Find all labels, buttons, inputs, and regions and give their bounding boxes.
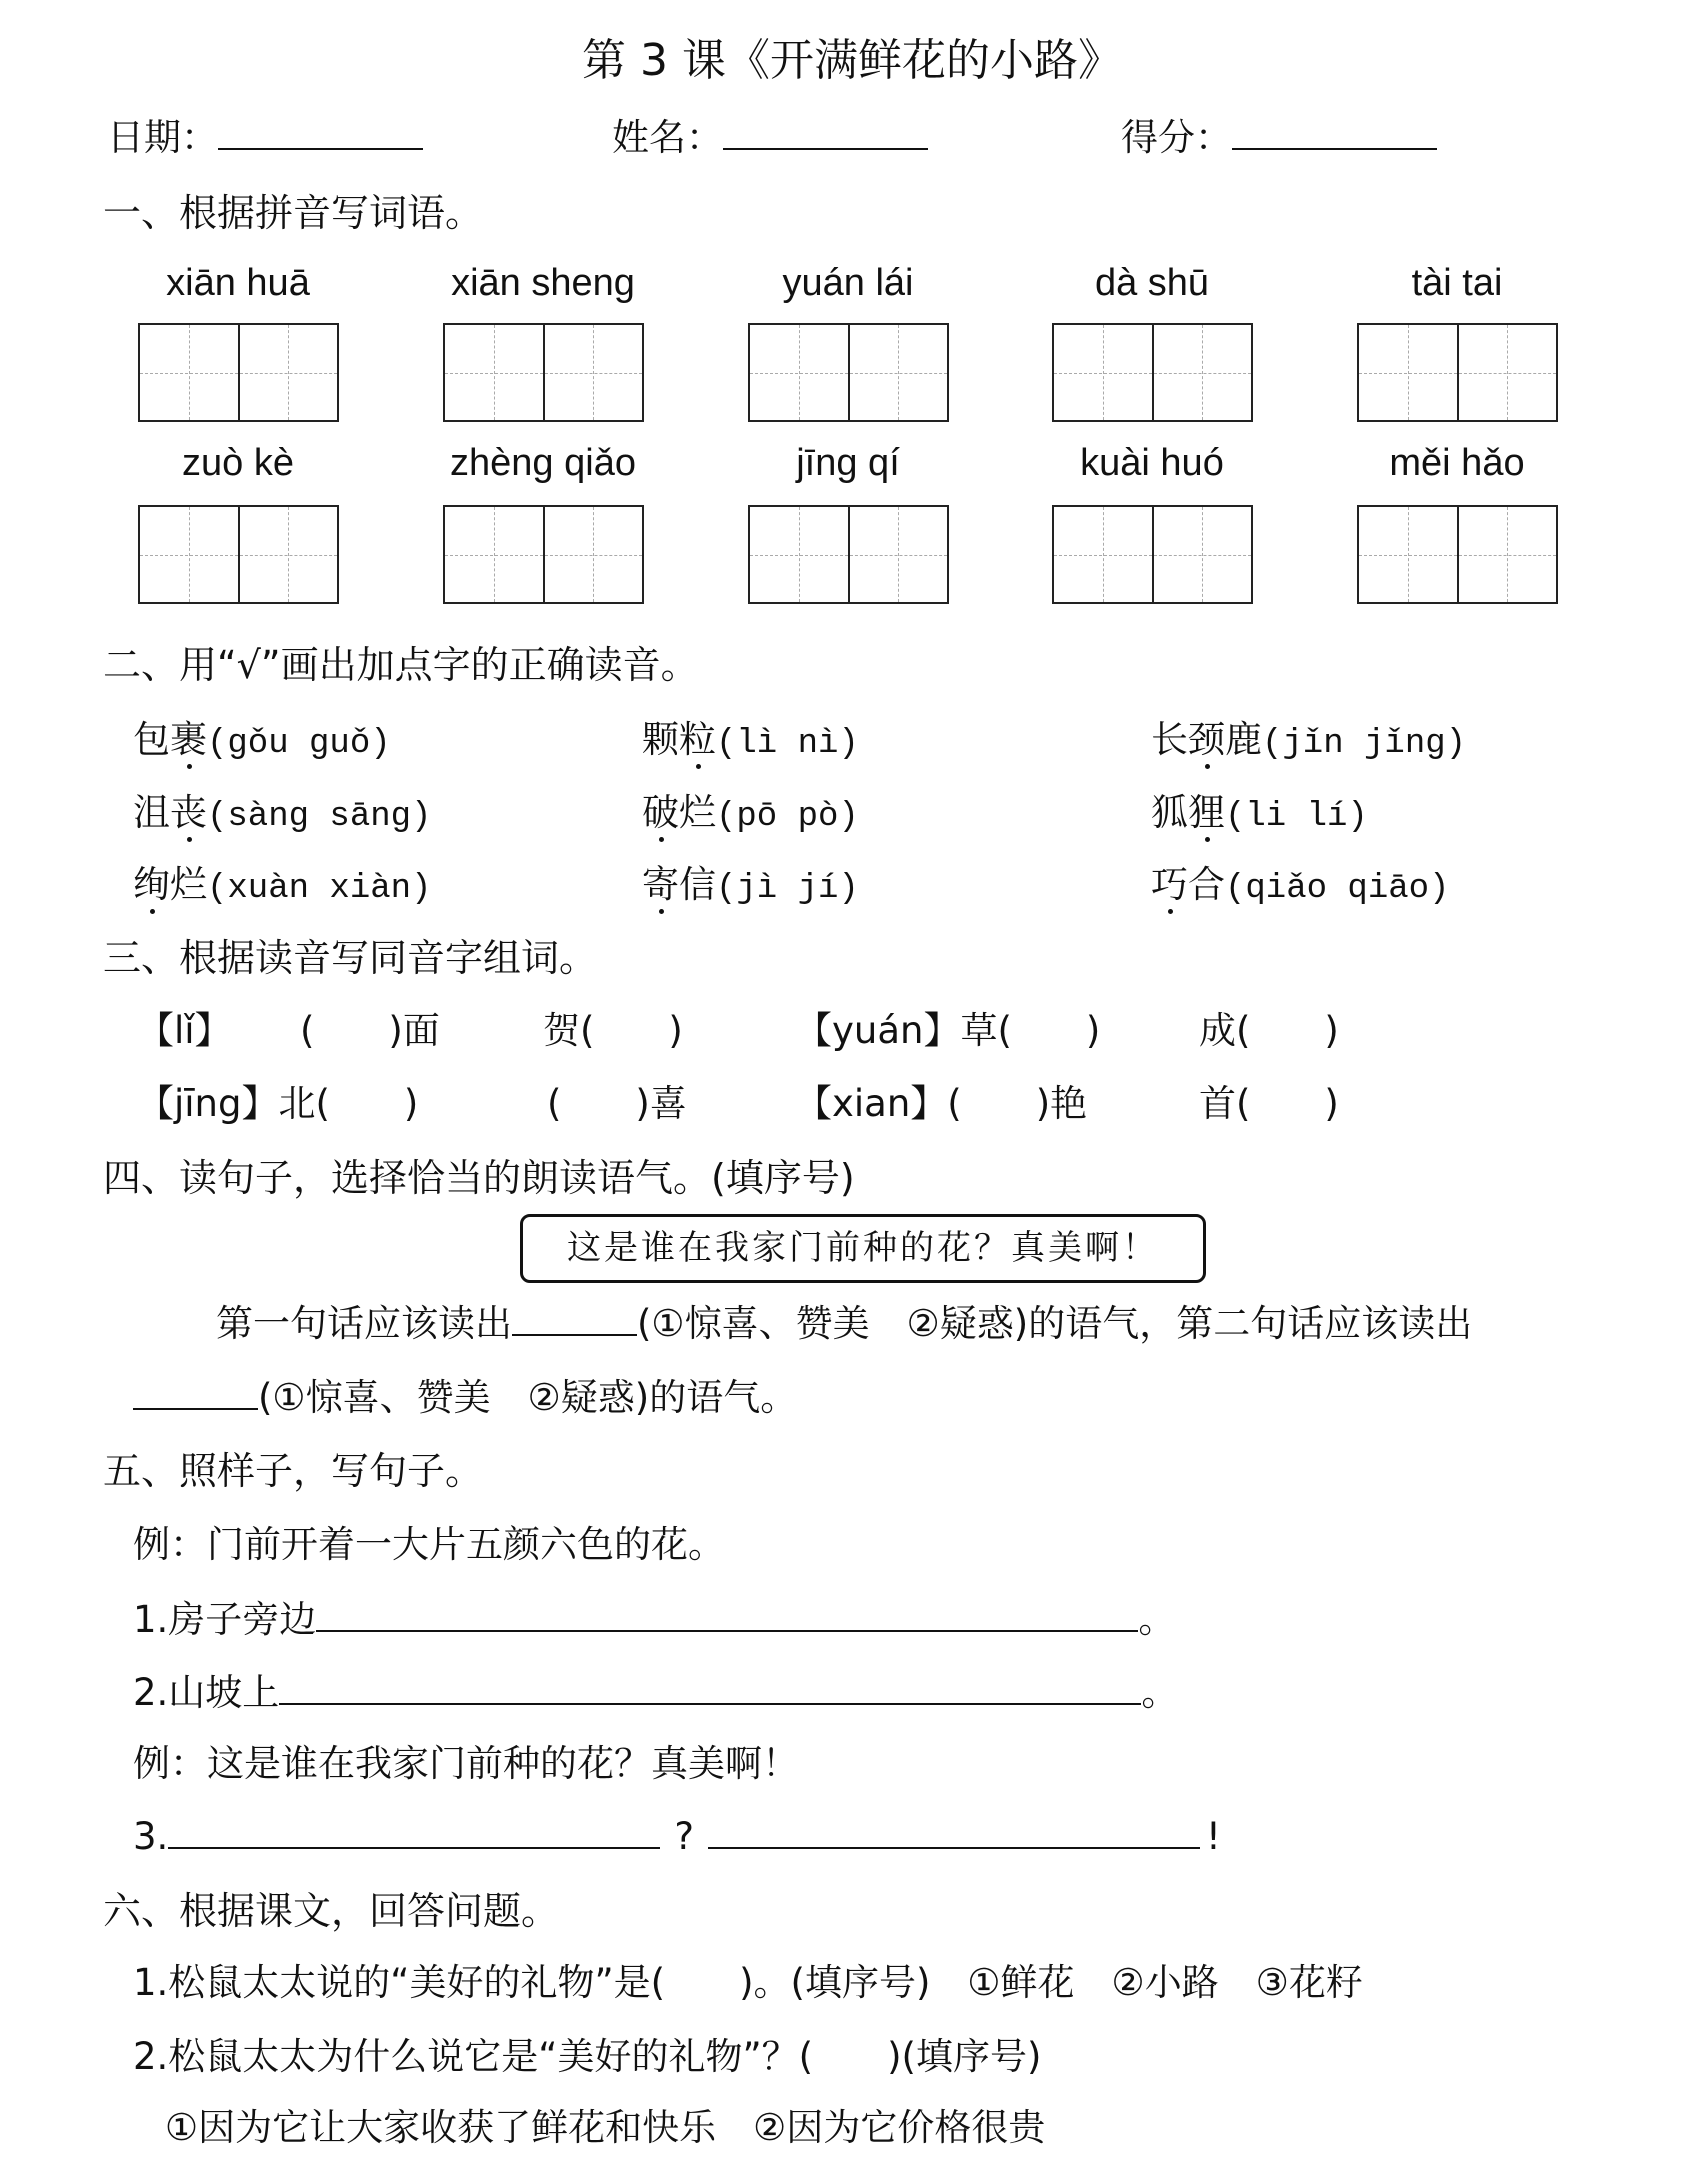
pronunciation-item (1151, 791, 1368, 839)
dotted-char: 狸 (1188, 791, 1225, 834)
date-label: 日期： (107, 116, 218, 159)
date-field[interactable] (107, 116, 423, 160)
writing-grid[interactable] (748, 323, 949, 422)
grid-cell[interactable] (445, 507, 543, 602)
writing-grid[interactable] (1357, 323, 1558, 422)
exclamation-mark: ! (1205, 1815, 1221, 1858)
pronunciation-item (1151, 718, 1466, 766)
pinyin-options[interactable]: (lì nì) (716, 725, 859, 763)
period: 。 (1138, 1598, 1176, 1641)
answer-line-1[interactable] (316, 1600, 1138, 1632)
section2-heading: 二、用“√”画出加点字的正确读音。 (103, 643, 699, 687)
grid-cell[interactable] (1457, 507, 1557, 602)
grid-cell[interactable] (238, 507, 338, 602)
tone-question-text: 第一句话应该读出 (216, 1302, 512, 1345)
homophone-item[interactable]: 贺( ) (543, 1009, 683, 1052)
pinyin-label: zuò kè (182, 442, 294, 484)
dotted-char: 裹 (170, 718, 207, 761)
grid-cell[interactable] (1152, 325, 1252, 420)
writing-grid[interactable] (1357, 505, 1558, 604)
homophone-item[interactable]: 首( ) (1199, 1082, 1339, 1125)
grid-cell[interactable] (543, 507, 643, 602)
grid-cell[interactable] (445, 325, 543, 420)
word-char: 长 (1151, 718, 1188, 761)
homophone-item[interactable]: ( )面 (300, 1009, 440, 1052)
score-label: 得分： (1121, 116, 1232, 159)
pinyin-label: zhèng qiǎo (450, 442, 636, 484)
pinyin-label: xiān sheng (451, 262, 635, 304)
answer-line-3a[interactable] (168, 1817, 660, 1849)
pinyin-options[interactable]: (jì jí) (716, 870, 859, 908)
pinyin-options[interactable]: (sàng sāng) (207, 798, 432, 836)
dotted-char: 破 (642, 791, 679, 834)
sentence-question-1 (133, 1598, 1175, 1642)
pinyin-options[interactable]: (qiǎo qiāo) (1225, 870, 1450, 908)
question-mark: ? (674, 1815, 694, 1858)
word-char: 烂 (170, 863, 207, 906)
grid-cell[interactable] (1359, 507, 1457, 602)
sentence-question-2 (133, 1671, 1178, 1715)
answer-line-2[interactable] (279, 1673, 1141, 1705)
pronunciation-item (642, 863, 859, 911)
name-field[interactable] (612, 116, 928, 160)
writing-grid[interactable] (748, 505, 949, 604)
q2-prompt: 2.山坡上 (133, 1671, 280, 1714)
reading-question-2: 2.松鼠太太为什么说它是“美好的礼物”？( )(填序号) (133, 2035, 1042, 2078)
section4-heading: 四、读句子，选择恰当的朗读语气。(填序号) (103, 1156, 855, 1200)
homophone-item[interactable]: 【yuán】草( ) (795, 1009, 1101, 1052)
homophone-item[interactable]: 【xian】( )艳 (795, 1082, 1088, 1125)
pinyin-label: yuán lái (782, 262, 914, 304)
word-char: 信 (679, 863, 716, 906)
grid-cell[interactable] (140, 507, 238, 602)
reading-question-1: 1.松鼠太太说的“美好的礼物”是( )。(填序号) ①鲜花 ②小路 ③花籽 (133, 1961, 1363, 2004)
grid-cell[interactable] (1054, 325, 1152, 420)
word-char: 合 (1188, 863, 1225, 906)
word-char: 鹿 (1225, 718, 1262, 761)
dotted-char: 巧 (1151, 863, 1188, 906)
tone-options-text: (①惊喜、赞美 ②疑惑)的语气，第二句话应该读出 (637, 1302, 1473, 1345)
q3-prompt: 3. (133, 1815, 169, 1858)
homophone-item[interactable]: ( )喜 (547, 1082, 687, 1125)
answer-blank-1[interactable] (512, 1304, 637, 1336)
sentence-question-3 (133, 1815, 1221, 1859)
reading-question-2-options: ①因为它让大家收获了鲜花和快乐 ②因为它价格很贵 (165, 2106, 1046, 2149)
grid-cell[interactable] (1359, 325, 1457, 420)
section5-heading: 五、照样子，写句子。 (103, 1449, 484, 1493)
pronunciation-item (133, 863, 431, 911)
period: 。 (1141, 1671, 1179, 1714)
tone-question-line2 (133, 1376, 797, 1420)
answer-line-3b[interactable] (708, 1817, 1200, 1849)
grid-cell[interactable] (848, 325, 948, 420)
section6-heading: 六、根据课文，回答问题。 (103, 1889, 560, 1933)
pinyin-label: kuài huó (1080, 442, 1224, 484)
answer-blank-2[interactable] (133, 1378, 258, 1410)
grid-cell[interactable] (848, 507, 948, 602)
grid-cell[interactable] (1152, 507, 1252, 602)
dotted-char: 绚 (133, 863, 170, 906)
pinyin-label: xiān huā (166, 262, 310, 304)
writing-grid[interactable] (443, 505, 644, 604)
pinyin-options[interactable]: (xuàn xiàn) (207, 870, 432, 908)
grid-cell[interactable] (543, 325, 643, 420)
word-char: 颗 (642, 718, 679, 761)
writing-grid[interactable] (1052, 323, 1253, 422)
tone-question-line1 (216, 1302, 1472, 1346)
pronunciation-item (133, 791, 431, 839)
word-char: 包 (133, 718, 170, 761)
pronunciation-item (642, 718, 859, 766)
homophone-item[interactable]: 【jīng】北( ) (137, 1082, 419, 1125)
pronunciation-item (642, 791, 859, 839)
section1-heading: 一、根据拼音写词语。 (103, 191, 484, 235)
section3-heading: 三、根据读音写同音字组词。 (103, 936, 598, 980)
grid-cell[interactable] (750, 507, 848, 602)
pinyin-options[interactable]: (gǒu guǒ) (207, 725, 391, 763)
dotted-char: 丧 (170, 791, 207, 834)
pronunciation-item (1151, 863, 1449, 911)
grid-cell[interactable] (140, 325, 238, 420)
name-label: 姓名： (612, 116, 723, 159)
pinyin-label: měi hǎo (1389, 442, 1525, 484)
example-sentence-2: 例：这是谁在我家门前种的花？真美啊！ (133, 1742, 799, 1785)
example-sentence-1: 例：门前开着一大片五颜六色的花。 (133, 1523, 725, 1566)
page-title: 第 3 课《开满鲜花的小路》 (582, 35, 1122, 86)
pinyin-options[interactable]: (jǐn jǐng) (1262, 725, 1467, 763)
writing-grid[interactable] (443, 323, 644, 422)
pinyin-label: tài tai (1411, 262, 1503, 304)
writing-grid[interactable] (138, 323, 339, 422)
tone-options-text: (①惊喜、赞美 ②疑惑)的语气。 (258, 1376, 798, 1419)
pinyin-options[interactable]: (li lí) (1225, 798, 1368, 836)
q1-prompt: 1.房子旁边 (133, 1598, 317, 1641)
grid-cell[interactable] (1457, 325, 1557, 420)
writing-grid[interactable] (1052, 505, 1253, 604)
dotted-char: 粒 (679, 718, 716, 761)
dotted-char: 颈 (1188, 718, 1225, 761)
pinyin-label: dà shū (1094, 262, 1210, 304)
grid-cell[interactable] (750, 325, 848, 420)
pronunciation-item (133, 718, 391, 766)
grid-cell[interactable] (238, 325, 338, 420)
homophone-item[interactable]: 成( ) (1199, 1009, 1339, 1052)
word-char: 狐 (1151, 791, 1188, 834)
writing-grid[interactable] (138, 505, 339, 604)
homophone-item[interactable]: 【lǐ】 (137, 1009, 232, 1052)
grid-cell[interactable] (1054, 507, 1152, 602)
pinyin-label: jīng qí (796, 442, 900, 484)
sentence-box: 这是谁在我家门前种的花？真美啊！ (520, 1214, 1206, 1283)
word-char: 沮 (133, 791, 170, 834)
pinyin-options[interactable]: (pō pò) (716, 798, 859, 836)
word-char: 烂 (679, 791, 716, 834)
dotted-char: 寄 (642, 863, 679, 906)
score-field[interactable] (1121, 116, 1437, 160)
